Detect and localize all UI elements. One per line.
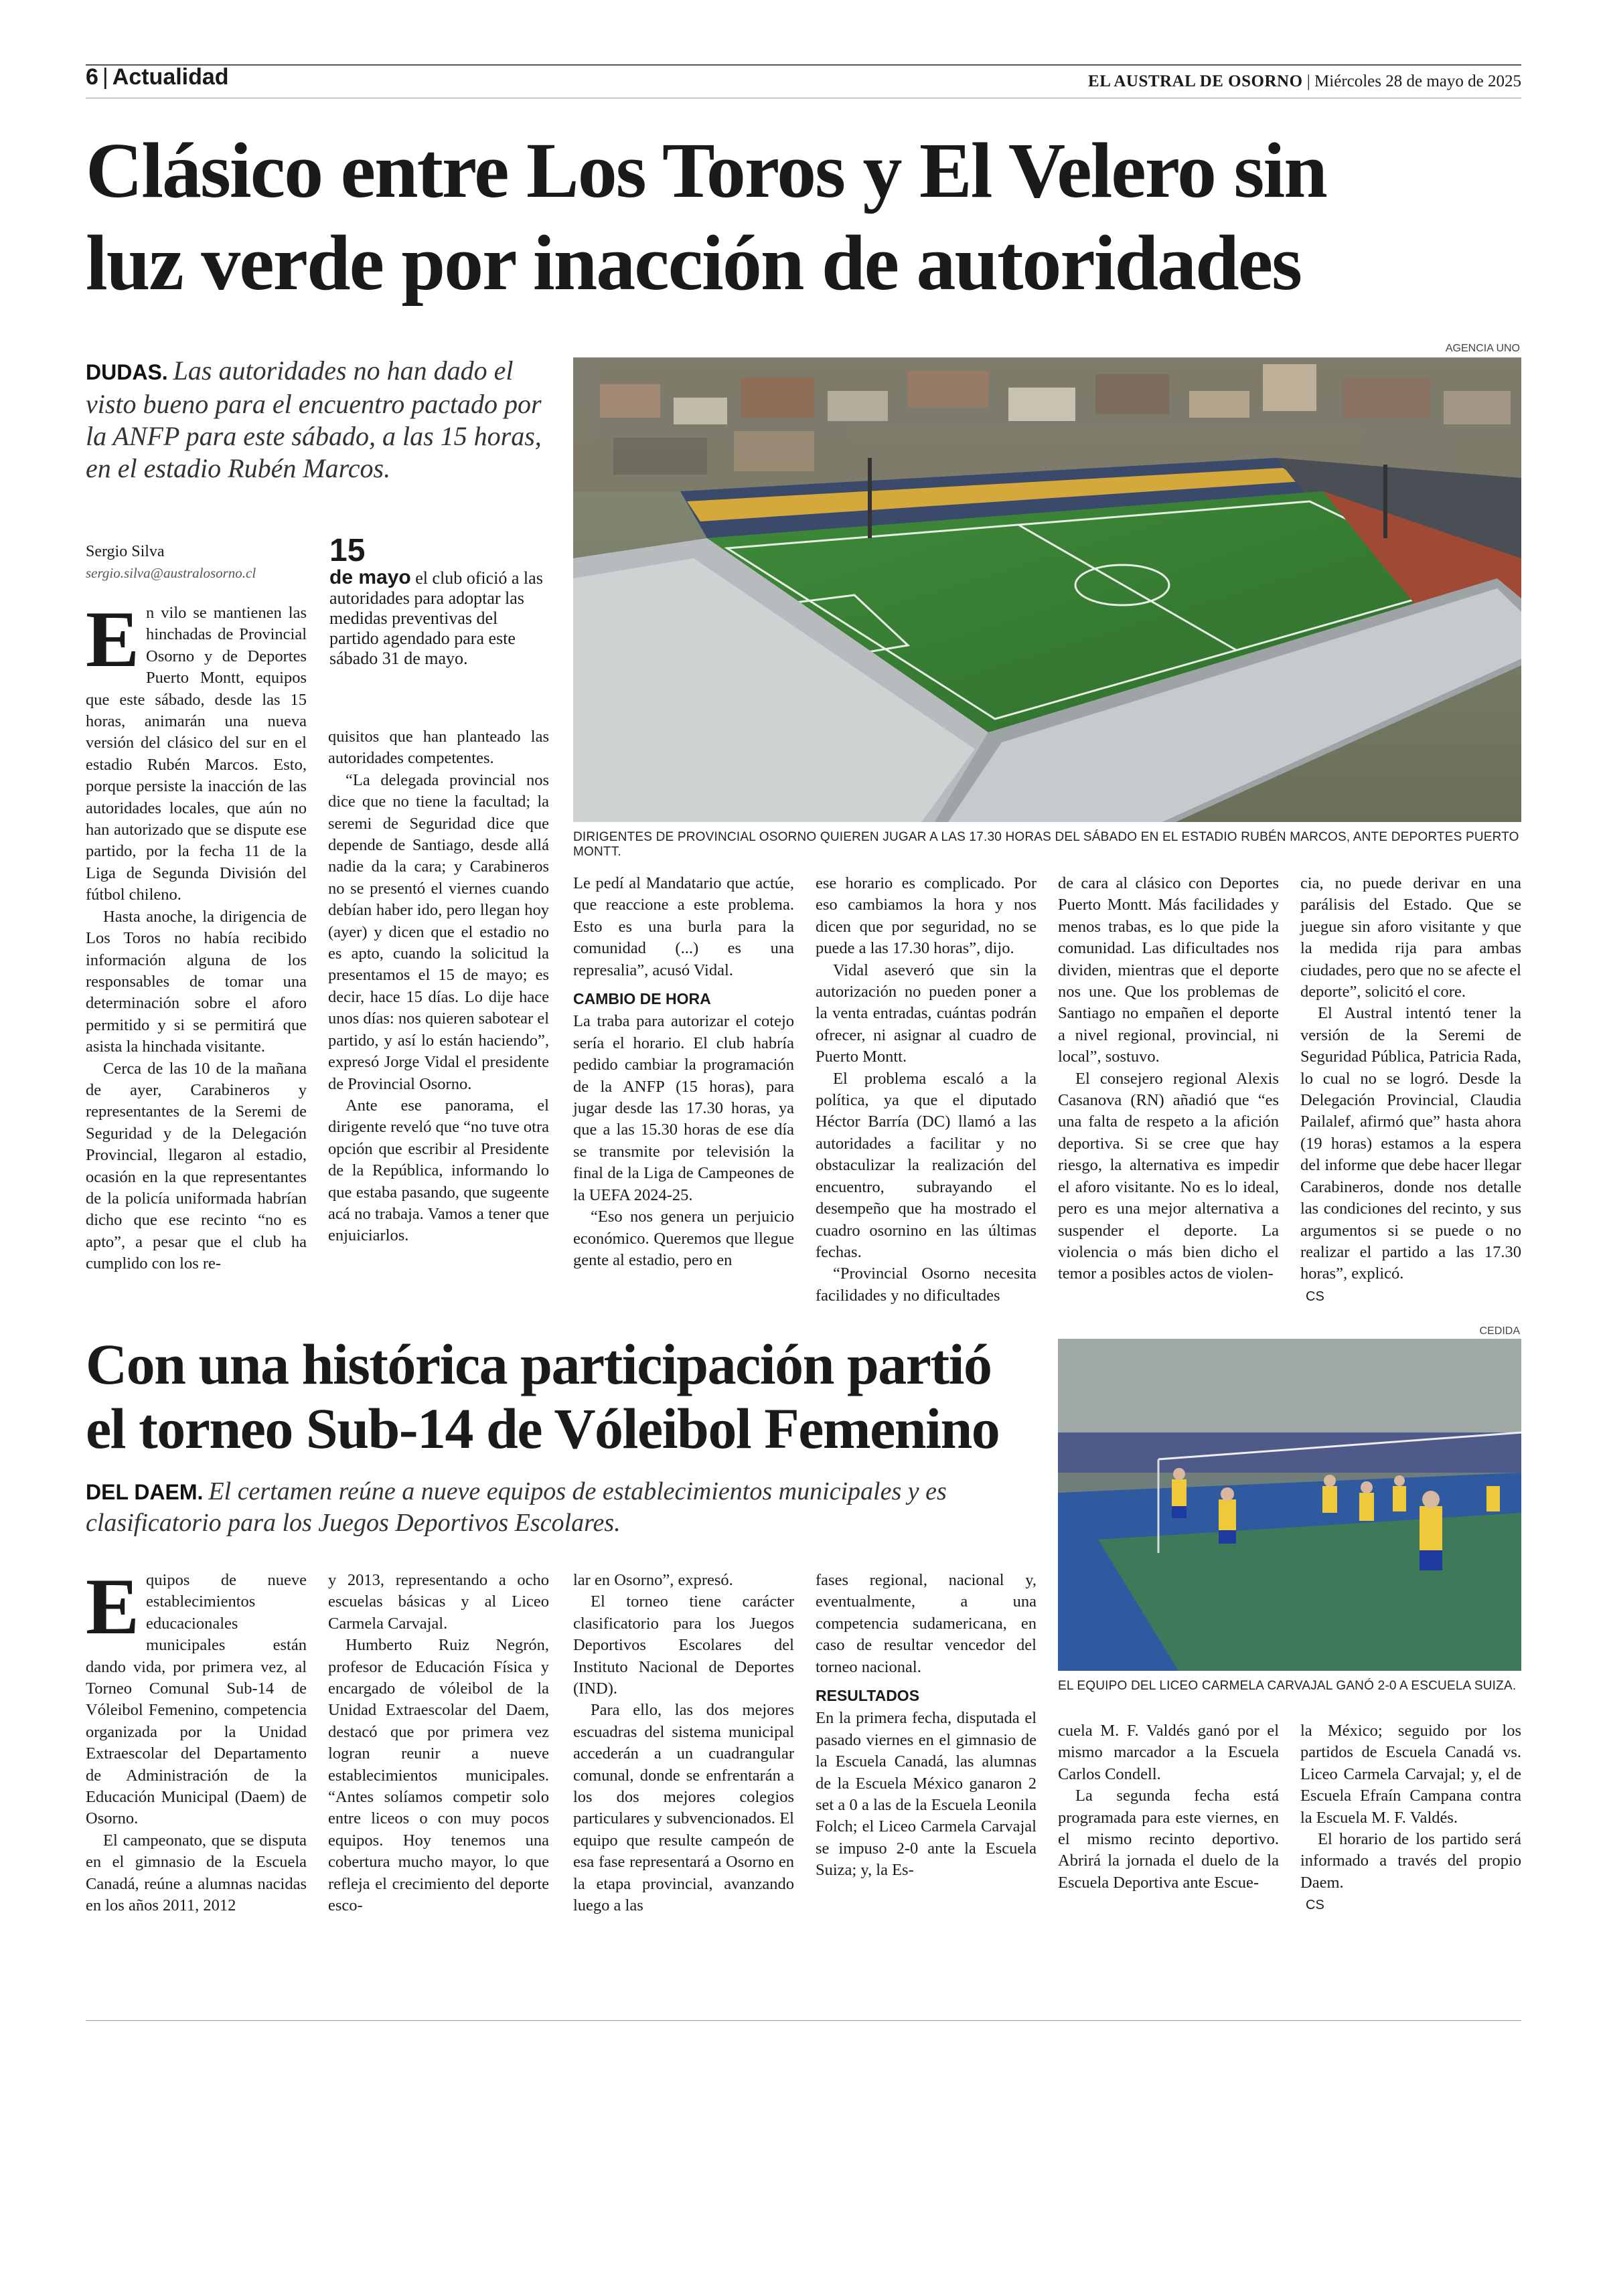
header-top-rule (86, 64, 1521, 66)
section-header: 6 | Actualidad (86, 64, 229, 90)
newspaper-name: EL AUSTRAL DE OSORNO (1088, 72, 1303, 90)
article1-lead (86, 355, 548, 485)
fact-unit: de mayo (329, 566, 411, 588)
article2-col1-p2: El campeonato, que se disputa en el gimnasio de la Escuela Canadá, reúne a alumnas nacidas en los años 2011, 2012 (86, 1831, 307, 1915)
article2-col1-p1: quipos de nueve establecimientos educacionales municipales están dando vida, por primera vez, al Torneo Comunal Sub-14 de Vóleibol Femenino, competencia organizada por la Unidad Extraescolar del Departamento de Administración de la Educación Municipal (Daem) de Osorno. (86, 1571, 307, 1828)
article1-col2 (328, 726, 549, 1247)
article1-photo-credit: AGENCIA UNO (1445, 343, 1520, 354)
article2-col5-p1: cuela M. F. Valdés ganó por el mismo marcador a la Escuela Carlos Condell. (1058, 1722, 1279, 1783)
article2-col5-p2: La segunda fecha está programada para este viernes, en el mismo recinto deportivo. Abrirá la jornada el duelo de la Escuela Deportiva ante Escue- (1058, 1787, 1279, 1892)
article1-col4 (816, 873, 1037, 1307)
article1-col2-p1: quisitos que han planteado las autoridades competentes. (328, 728, 549, 768)
article1-col1 (86, 594, 307, 1275)
article1-col3-p3: “Eso nos genera un perjuicio económico. Queremos que llegue gente al estadio, pero en (573, 1208, 794, 1269)
article2-col4 (816, 1570, 1037, 1882)
article2-col3-p1: lar en Osorno”, expresó. (573, 1571, 733, 1589)
article1-headline-line2: luz verde por inacción de autoridades (86, 219, 1302, 307)
article1-dropcap: E (86, 594, 140, 683)
stadium-photo (573, 357, 1521, 822)
article1-col3 (573, 873, 794, 1271)
article1-col5 (1058, 873, 1279, 1285)
footer-rule (86, 2020, 1521, 2021)
article1-col2-p2: “La delegada provincial nos dice que no tiene la facultad; la seremi de Seguridad dice que depende de Santiago, desde allá nadie da la cara; y Carabineros no se presentó el viernes cuando debían haber ido, pero llegan hoy (ayer) y dicen que el estadio no es apto, cuando la solicitud la presentamos el 15 de mayo; es decir, hace 15 días. Lo dije hace unos días: nos quieren sabotear el partido, y así lo están haciendo”, expresó Jorge Vidal el presidente de Provincial Osorno. (328, 770, 549, 1093)
article1-col5-p1: de cara al clásico con Deportes Puerto Montt. Más facilidades y menos trabas, es lo que pide la comunidad. Las dificultades nos dividen, mientras que el deporte nos une. Que los problemas de Santiago no empañen el deporte a nivel regional, provincial, ni local”, sostuvo. (1058, 874, 1279, 1066)
article1-lead-text: Las autoridades no han dado el visto bueno para el encuentro pactado por la ANFP para este sábado, a las 15 horas, en el estadio Rubén Marcos. (86, 355, 542, 483)
article1-subhead: CAMBIO DE HORA (573, 990, 711, 1008)
article2-lead-tag: DEL DAEM. (86, 1480, 204, 1504)
article2-col2 (328, 1570, 549, 1917)
article2-col3 (573, 1570, 794, 1917)
section-name: Actualidad (112, 64, 229, 90)
article1-col4-p2: Vidal aseveró que sin la autorización no pueden poner a la venta entradas, cuántas podrán ofrecer, ni asignar al cuadro de Puerto Montt. (816, 961, 1037, 1066)
article2-dropcap: E (86, 1562, 140, 1651)
article1-col3-p1: Le pedí al Mandatario que actúe, que reaccione a este problema. Esto es una burla para la comunidad (...) es una represalia”, acusó Vidal. (573, 874, 794, 979)
stadium-aerial-image (573, 357, 1521, 822)
volleyball-gym-image (1058, 1339, 1521, 1671)
article1-col4-p3: El problema escaló a la política, ya que el diputado Héctor Barría (DC) llamó a las autoridades a facilitar y no obstaculizar la realización del encuentro, subrayando el desempeño que ha mostrado el cuadro osornino en las últimas fechas. (816, 1069, 1037, 1261)
article2-col6-p1: la México; seguido por los partidos de Escuela Canadá vs. Liceo Carmela Carvajal; y, el de Escuela Efraín Campana contra la Escuela M. F. Valdés. (1300, 1722, 1521, 1827)
author-name: Sergio Silva (86, 543, 165, 560)
article1-col6 (1300, 873, 1521, 1307)
article1-col1-p1: n vilo se mantienen las hinchadas de Provincial Osorno y de Deportes Puerto Montt, equipos que este sábado, desde las 15 horas, animarán una nueva versión del clásico del sur en el estadio Rubén Marcos. Esto, porque persiste la inacción de las autoridades locales, que aún no han autorizado que se dispute ese partido, por la fecha 11 de la Liga de Segunda División del fútbol chileno. (86, 604, 307, 904)
article1-photo-caption: DIRIGENTES DE PROVINCIAL OSORNO QUIEREN JUGAR A LAS 17.30 HORAS DEL SÁBADO EN EL ESTADIO RUBÉN MARCOS, ANTE DEPORTES PUERTO MONTT. (573, 830, 1519, 859)
article1-headline (86, 127, 1532, 307)
fact-text: el club ofició a las autoridades para adoptar las medidas preventivas del partido agendado para este sábado 31 de mayo. (329, 568, 543, 668)
article1-col3-p2: La traba para autorizar el cotejo sería el horario. El club habría pedido cambiar la programación de la ANFP (15 horas), para jugar desde las 17.30 horas, ya que a las 15.30 horas de ese día se transmite por televisión la final de la Liga de Campeones de la UEFA 2024-25. (573, 1012, 794, 1204)
article2-col2-p1: y 2013, representando a ocho escuelas básicas y al Liceo Carmela Carvajal. (328, 1571, 549, 1633)
article1-headline-line1: Clásico entre Los Toros y El Velero sin (86, 127, 1326, 214)
byline (86, 541, 256, 584)
article2-subhead: RESULTADOS (816, 1687, 920, 1705)
article1-end-mark: CS (1306, 1289, 1324, 1304)
article2-photo-credit: CEDIDA (1479, 1325, 1520, 1337)
article1-col5-p2: El consejero regional Alexis Casanova (RN) añadió que “es una falta de respeto a la afición deportiva. Si se cree que hay riesgo, la alternativa es impedir el aforo visitante. No es lo ideal, pero es una mejor alternativa a suspender el deporte. La violencia o más bien dicho el temor a posibles actos de violen- (1058, 1069, 1279, 1283)
article2-end-mark: CS (1306, 1898, 1324, 1913)
article2-col4-p1: fases regional, nacional y, eventualmente, a una competencia sudamericana, en caso de resultar vencedor del torneo nacional. (816, 1571, 1037, 1676)
article2-col2-p2: Humberto Ruiz Negrón, profesor de Educación Física y encargado de vóleibol de la Unidad Extraescolar del Daem, destacó que por primera vez logran reunir a nueve establecimientos municipales. “Antes solíamos competir solo entre liceos o con muy pocos equipos. Hoy tenemos una cobertura mucho mayor, lo que refleja el crecimiento del deporte esco- (328, 1636, 549, 1915)
article2-headline (86, 1332, 1037, 1461)
volleyball-photo (1058, 1339, 1521, 1671)
article1-lead-tag: DUDAS. (86, 360, 168, 384)
author-email: sergio.silva@australosorno.cl (86, 565, 256, 581)
article1-col1-p2: Hasta anoche, la dirigencia de Los Toros no había recibido información alguna de los responsables de tomar una determinación sobre el aforo permitido y si se permitirá que asista la hinchada visitante. (86, 907, 307, 1056)
issue-date: Miércoles 28 de mayo de 2025 (1314, 72, 1521, 90)
fact-number: 15 (329, 533, 366, 568)
article2-photo-caption: EL EQUIPO DEL LICEO CARMELA CARVAJAL GANÓ 2-0 A ESCUELA SUIZA. (1058, 1679, 1517, 1693)
page-number: 6 (86, 64, 98, 90)
article2-col3-p2: El torneo tiene carácter clasificatorio para los Juegos Deportivos Escolares del Instituto Nacional de Deportes (IND). (573, 1592, 794, 1698)
article1-col1-p3: Cerca de las 10 de la mañana de ayer, Carabineros y representantes de la Seremi de Seguridad y de la Delegación Provincial, llegaron al estadio, ocasión en la que representantes de la policía uniformada habrían dicho que ese recinto “no es apto”, a pesar que el club ha cumplido con los re- (86, 1059, 307, 1273)
article2-col6 (1300, 1720, 1521, 1916)
article2-lead-text: El certamen reúne a nueve equipos de establecimientos municipales y es clasificatorio para los Juegos Deportivos Escolares. (86, 1477, 947, 1537)
article2-headline-line1: Con una histórica participación partió (86, 1332, 992, 1396)
article1-col2-p3: Ante ese panorama, el dirigente reveló que “no tuve otra opción que escribir al Presidente de la República, informando lo que estaba pasando, que sugeente acá no trabaja. Vamos a tener que enjuiciarlos. (328, 1096, 549, 1245)
article2-col6-p2: El horario de los partido será informado a través del propio Daem. (1300, 1830, 1521, 1892)
article1-col6-p1: cia, no puede derivar en una parálisis del Estado. Que se juegue sin aforo visitante y que la medida rija para ambas ciudades, pero que no se afecte el deporte”, solicitó el core. (1300, 874, 1521, 1001)
article2-col3-p3: Para ello, las dos mejores escuadras del sistema municipal accederán a un cuadrangular comunal, donde se enfrentarán a los dos mejores colegios particulares y subvencionados. El equipo que resulte campeón de esa fase representará a Osorno en la etapa provincial, avanzando luego a las (573, 1701, 794, 1915)
article1-col4-p1: ese horario es complicado. Por eso cambiamos la hora y nos dicen que por seguridad, no se puede a las 17.30 horas”, dijo. (816, 874, 1037, 958)
fact-box (329, 534, 544, 669)
masthead-info: EL AUSTRAL DE OSORNO | Miércoles 28 de mayo de 2025 (1088, 72, 1521, 90)
article2-col5 (1058, 1720, 1279, 1894)
article1-col6-p2: El Austral intentó tener la versión de la Seremi de Seguridad Pública, Patricia Rada, lo cual no se logró. Desde la Delegación Provincial, Claudia Pailalef, afirmó que” hasta ahora (19 horas) estamos a la espera del informe que debe hacer llegar Carabineros, donde nos detalle las condiciones del recinto, y sus argumentos si se puede o no realizar el partido a las 17.30 horas”, explicó. (1300, 1004, 1521, 1283)
article2-headline-line2: el torneo Sub-14 de Vóleibol Femenino (86, 1396, 1000, 1461)
article2-col4-p2: En la primera fecha, disputada el pasado viernes en el gimnasio de la Escuela Canadá, las alumnas de la Escuela México ganaron 2 set a 0 a las de la Escuela Leonila Folch; el Liceo Carmela Carvajal se impuso 2-0 ante la Escuela Suiza; y, la Es- (816, 1709, 1037, 1880)
article1-col4-p4: “Provincial Osorno necesita facilidades y no dificultades (816, 1264, 1037, 1305)
article2-lead (86, 1476, 1037, 1538)
article2-col1 (86, 1562, 307, 1917)
